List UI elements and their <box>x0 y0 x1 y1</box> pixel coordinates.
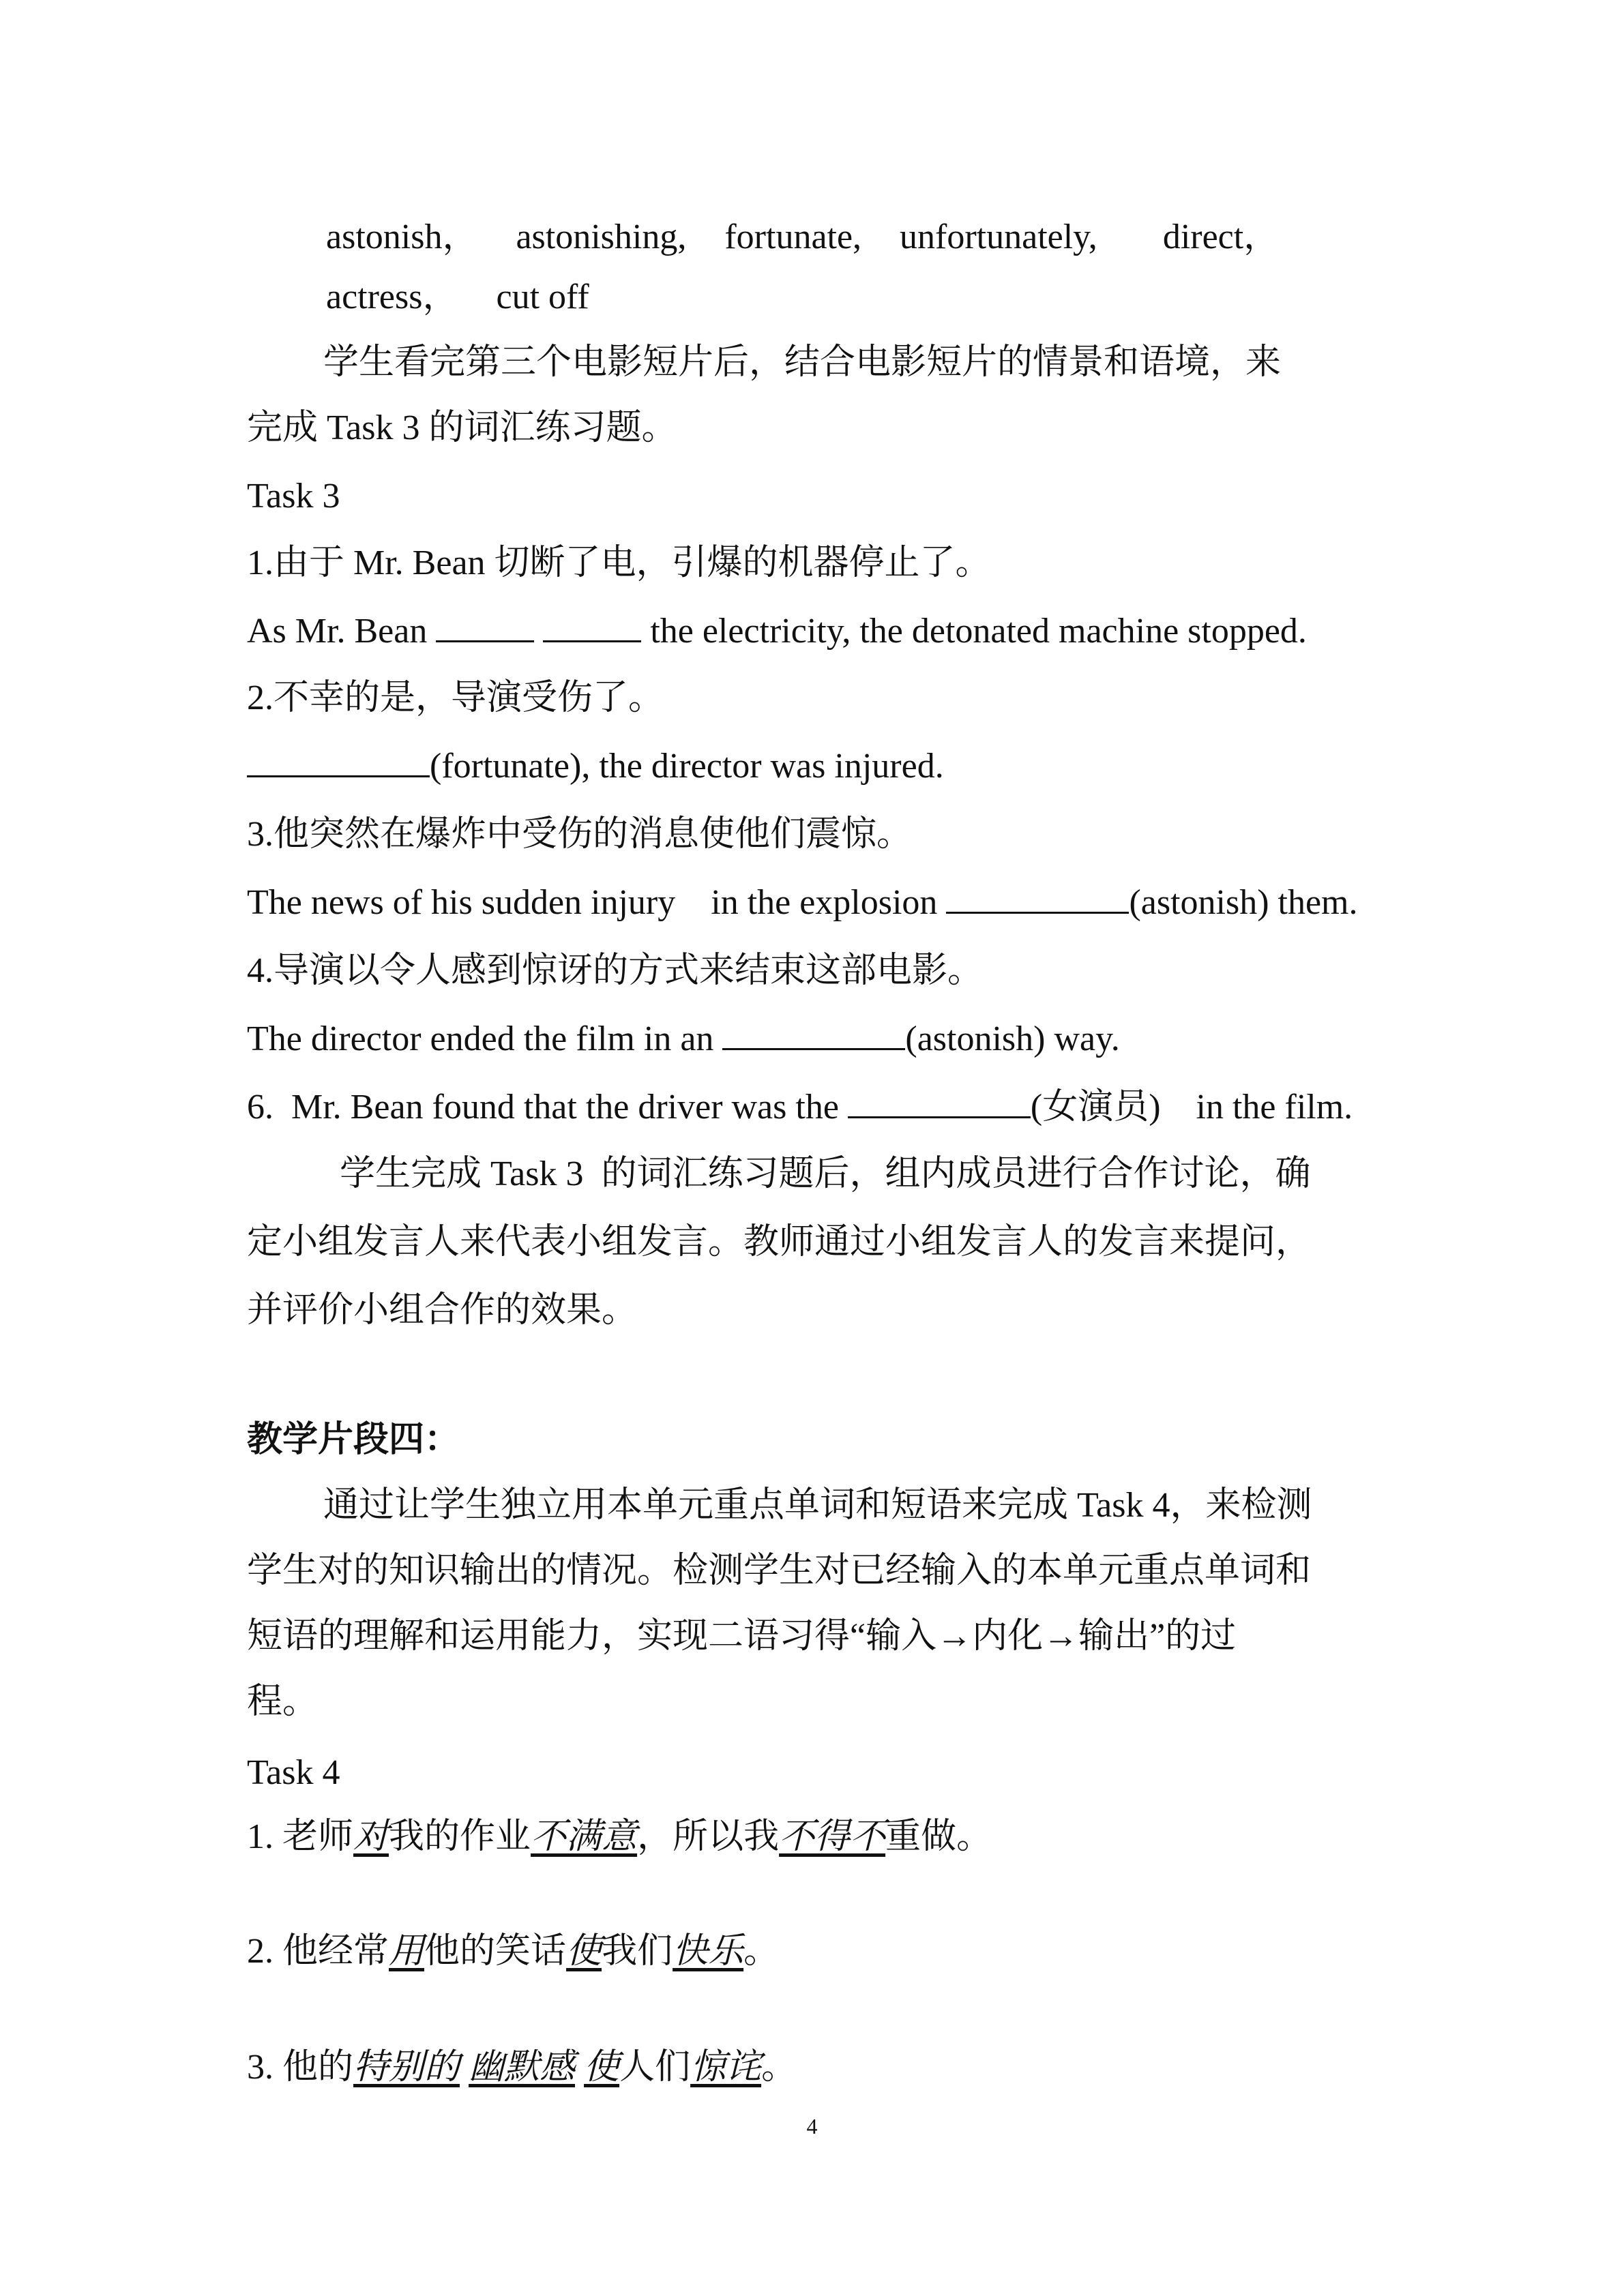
task3-title: Task 3 <box>247 477 340 516</box>
underlined-keyword: 特别的 <box>353 2048 460 2087</box>
text: 我们 <box>602 1932 673 1971</box>
text: 他的笑话 <box>424 1932 567 1971</box>
intro-paragraph-line: 完成 Task 3 的词汇练习题。 <box>247 408 677 447</box>
text: 重做。 <box>885 1817 992 1856</box>
answer-blank[interactable] <box>848 1086 1031 1118</box>
task3-q2-en <box>247 742 944 791</box>
text: the electricity, the detonated machine stopped. <box>641 612 1307 651</box>
answer-blank[interactable] <box>543 610 641 642</box>
text: 。 <box>761 2048 797 2087</box>
task4-sentence-1 <box>247 1813 992 1862</box>
text: 。 <box>743 1932 780 1971</box>
vocab-row-2 <box>326 273 589 322</box>
section4-paragraph-line: 学生对的知识输出的情况。检测学生对已经输入的本单元重点单词和 <box>247 1551 1312 1590</box>
text: The director ended the film in an <box>247 1019 723 1058</box>
underlined-keyword: 惊诧 <box>690 2048 762 2087</box>
answer-blank[interactable] <box>436 610 534 642</box>
vocab-word: astonishing, <box>516 218 687 256</box>
text: (fortunate), the director was injured. <box>430 747 944 786</box>
underlined-keyword: 不得不 <box>779 1817 886 1856</box>
underlined-keyword: 幽默感 <box>469 2048 576 2087</box>
text <box>460 2048 469 2087</box>
underlined-keyword: 使 <box>566 1932 602 1971</box>
task3-q6 <box>247 1083 1353 1132</box>
section4-paragraph-line: 程。 <box>247 1682 319 1721</box>
vocab-word: fortunate, <box>724 218 862 256</box>
underlined-keyword: 对 <box>353 1817 389 1856</box>
vocab-word: cut off <box>496 278 589 316</box>
text: 人们 <box>619 2048 691 2087</box>
underlined-keyword: 快乐 <box>673 1932 744 1971</box>
task3-q2-cn: 2.不幸的是，导演受伤了。 <box>247 679 664 717</box>
text: 3. 他的 <box>247 2048 354 2087</box>
page-number: 4 <box>806 2114 818 2138</box>
answer-blank[interactable] <box>722 1018 905 1050</box>
vocab-word: unfortunately, <box>900 218 1097 256</box>
task3-q4-cn: 4.导演以令人感到惊讶的方式来结束这部电影。 <box>247 951 984 990</box>
discussion-paragraph-line: 并评价小组合作的效果。 <box>247 1291 638 1330</box>
section4-paragraph-line: 短语的理解和运用能力，实现二语习得“输入→内化→输出”的过 <box>247 1617 1237 1656</box>
text: 我的作业 <box>389 1817 531 1856</box>
vocab-word: direct， <box>1162 218 1280 256</box>
task3-q4-en <box>247 1015 1120 1064</box>
section-heading: 教学片段四： <box>247 1420 460 1459</box>
underlined-keyword: 用 <box>389 1932 425 1971</box>
discussion-paragraph-line: 定小组发言人来代表小组发言。教师通过小组发言人的发言来提问， <box>247 1223 1312 1262</box>
task4-title: Task 4 <box>247 1753 340 1792</box>
vocab-word: astonish， <box>326 218 478 256</box>
section4-paragraph-line: 通过让学生独立用本单元重点单词和短语来完成 Task 4，来检测 <box>323 1486 1312 1525</box>
underlined-keyword: 不满意 <box>531 1817 638 1856</box>
text: (astonish) them. <box>1129 883 1358 922</box>
text: 1. 老师 <box>247 1817 354 1856</box>
task3-q1-en <box>247 607 1307 656</box>
text: 6. Mr. Bean found that the driver was the <box>247 1088 848 1127</box>
text: The news of his sudden injury in the explosion <box>247 883 947 922</box>
answer-blank[interactable] <box>946 882 1129 914</box>
discussion-paragraph-line: 学生完成 Task 3 的词汇练习题后，组内成员进行合作讨论，确 <box>340 1154 1311 1193</box>
text <box>575 2048 584 2087</box>
task3-q3-en <box>247 878 1358 927</box>
task4-sentence-3 <box>247 2043 797 2092</box>
task4-sentence-2 <box>247 1927 779 1976</box>
underlined-keyword: 使 <box>584 2048 620 2087</box>
text: (女演员) in the film. <box>1030 1088 1353 1127</box>
answer-blank[interactable] <box>247 745 430 777</box>
text: ，所以我 <box>637 1817 780 1856</box>
task3-q3-cn: 3.他突然在爆炸中受伤的消息使他们震惊。 <box>247 815 913 854</box>
vocab-row-1 <box>326 213 1279 262</box>
text: (astonish) way. <box>905 1019 1120 1058</box>
task3-q1-cn: 1.由于 Mr. Bean 切断了电，引爆的机器停止了。 <box>247 543 991 582</box>
intro-paragraph-line: 学生看完第三个电影短片后，结合电影短片的情景和语境，来 <box>323 343 1282 382</box>
text: As Mr. Bean <box>247 612 437 651</box>
vocab-word: actress， <box>326 278 458 316</box>
text: 2. 他经常 <box>247 1932 389 1971</box>
